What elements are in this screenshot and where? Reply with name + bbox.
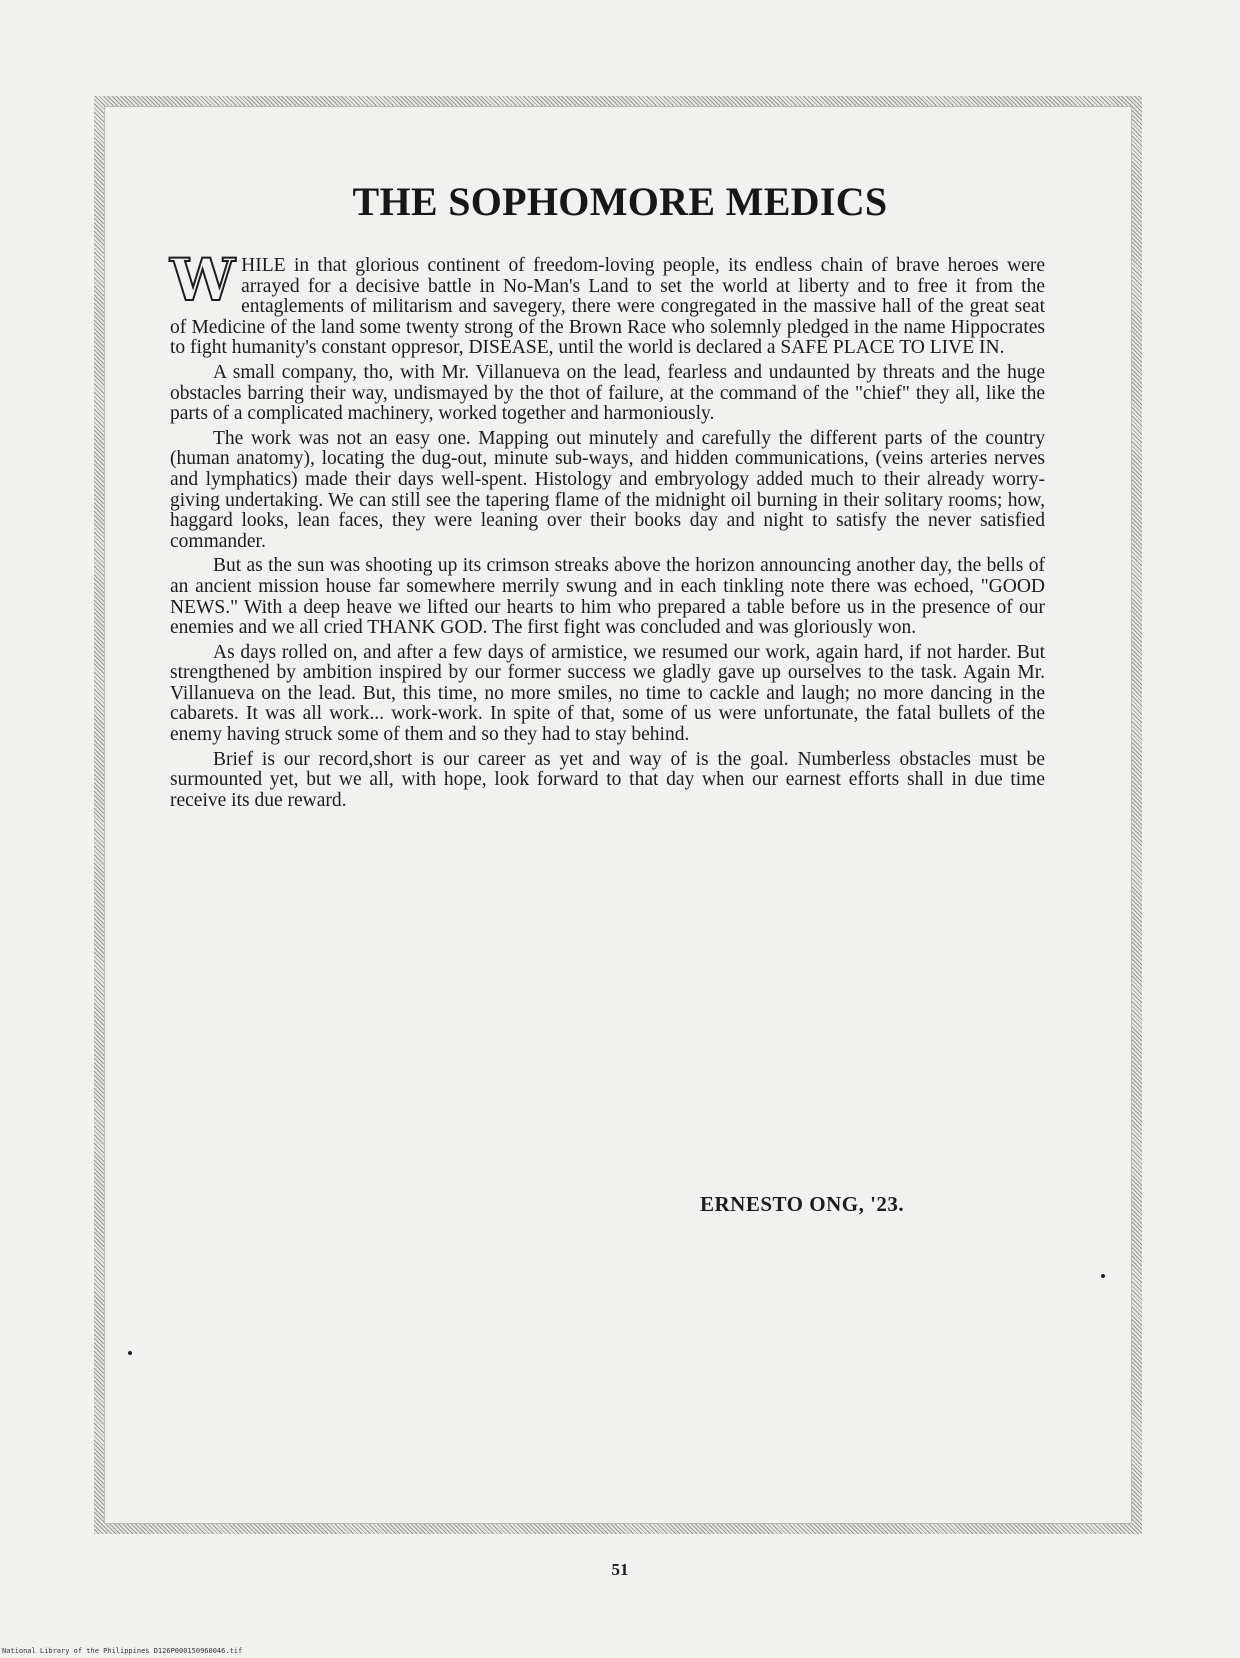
ink-speck	[128, 1351, 132, 1355]
scan-source-note: National Library of the Philippines D126P000150960046.tif	[2, 1647, 243, 1655]
paragraph-2: A small company, tho, with Mr. Villanueva on the lead, fearless and undaunted by threats and the huge obstacles barring their way, undismayed by the thot of failure, at the command of the "chief" they all, like the parts of a complicated machinery, worked together and harmoniously.	[170, 361, 1045, 425]
paragraph-5: As days rolled on, and after a few days of armistice, we resumed our work, again hard, if not harder. But strengthened by ambition inspired by our former success we gladly gave up ourselves to the task. Again Mr. Villanueva on the lead. But, this time, no more smiles, no time to cackle and laugh; no more dancing in the cabarets. It was all work... work-work. In spite of that, some of us were unfortunate, the fatal bullets of the enemy having struck some of them and so they had to stay behind.	[170, 641, 1045, 746]
author-signature: ERNESTO ONG, '23.	[700, 1192, 905, 1216]
paragraph-1-text: HILE in that glorious continent of freedom-loving people, its endless chain of brave heroes were arrayed for a decisive battle in No-Man's Land to set the world at liberty and to free it from the entaglements of militarism and savegery, there were congregated in the massive hall of the great seat of Medicine of the land some twenty strong of the Brown Race who solemnly pledged in the name Hippocrates to fight humanity's constant oppresor, DISEASE, until the world is declared a SAFE PLACE TO LIVE IN.	[170, 255, 1045, 359]
paragraph-1	[170, 246, 1045, 359]
paragraph-3: The work was not an easy one. Mapping out minutely and carefully the different parts of the country (human anatomy), locating the dug-out, minute sub-ways, and hidden communications, (veins arteries nerves and lymphatics) made their days well-spent. Histology and embryology added much to their already worry-giving undertaking. We can still see the tapering flame of the midnight oil burning in their solitary rooms; how, haggard looks, lean faces, they were leaning over their books day and night to satisfy the never satisfied commander.	[170, 427, 1045, 552]
article-body	[170, 246, 1045, 815]
page-number: 51	[611, 1560, 629, 1579]
page-title: THE SOPHOMORE MEDICS	[352, 179, 888, 224]
drop-cap-letter: W	[170, 246, 236, 314]
paragraph-6: Brief is our record,short is our career as yet and way of is the goal. Numberless obstacles must be surmounted yet, but we all, with hope, look forward to that day when our earnest efforts shall in due time receive its due reward.	[170, 748, 1045, 811]
paragraph-4: But as the sun was shooting up its crimson streaks above the horizon announcing another day, the bells of an ancient mission house far somewhere merrily swung and in each tinkling note there was echoed, "GOOD NEWS." With a deep heave we lifted our hearts to him who prepared a table before us in the presence of our enemies and we all cried THANK GOD. The first fight was concluded and was gloriously won.	[170, 555, 1045, 639]
ink-speck	[1101, 1274, 1105, 1278]
